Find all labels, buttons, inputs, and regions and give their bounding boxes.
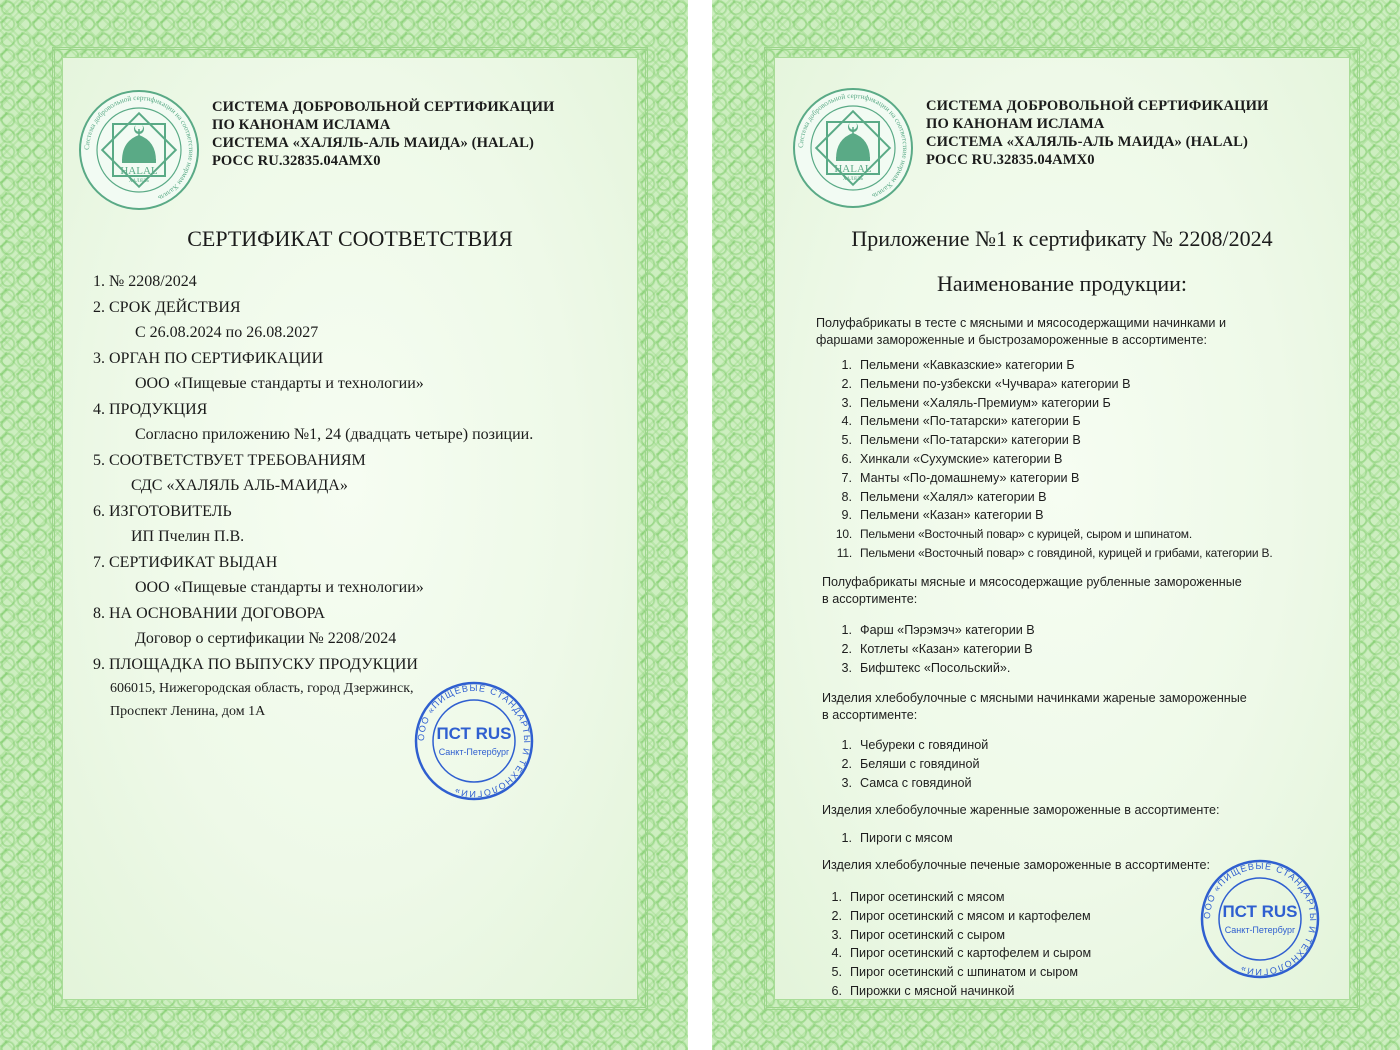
field-issued-label: 7. СЕРТИФИКАТ ВЫДАН — [93, 553, 278, 571]
svg-text:Санкт-Петербург: Санкт-Петербург — [438, 747, 510, 757]
svg-text:Санкт-Петербург: Санкт-Петербург — [1224, 925, 1296, 935]
header-line: РОСС RU.32835.04AMX0 — [926, 152, 1095, 168]
group-items — [828, 736, 988, 792]
field-requirements-value: СДС «ХАЛЯЛЬ АЛЬ-МАИДА» — [131, 477, 348, 494]
list-item: 1. Пельмени «Кавказские» категории Б — [841, 358, 1075, 372]
field-contract-label: 8. НА ОСНОВАНИИ ДОГОВОРА — [93, 604, 326, 622]
list-item: 4. Пирог осетинский с картофелем и сыром — [831, 946, 1092, 961]
halal-logo-icon — [78, 89, 200, 211]
group-items — [828, 356, 1272, 563]
list-item: 5. Пирог осетинский с шпинатом и сыром — [831, 965, 1078, 980]
list-item: 7. Манты «По-домашнему» категории В — [841, 470, 1080, 485]
list-item: 6. Хинкали «Сухумские» категории В — [841, 451, 1063, 466]
list-item: 1. Фарш «Пэрэмэч» категории В — [841, 623, 1035, 637]
field-manufacturer-value: ИП Пчелин П.В. — [131, 528, 245, 545]
products-heading: Наименование продукции: — [936, 271, 1187, 296]
field-site-address-line: 606015, Нижегородская область, город Дзержинск, — [110, 681, 414, 696]
intro-line: фаршами замороженные и быстрозамороженные в ассортименте: — [816, 333, 1208, 347]
header-line: СИСТЕМА «ХАЛЯЛЬ-АЛЬ МАИДА» (HALAL) — [926, 134, 1248, 150]
intro-line: Полуфабрикаты мясные и мясосодержащие рубленные замороженные — [822, 575, 1242, 589]
list-item: 3. Самса с говядиной — [841, 775, 972, 790]
group-intro — [816, 315, 1226, 349]
list-item: 2. Котлеты «Казан» категории В — [841, 641, 1033, 656]
list-item: 2. Пельмени по-узбекски «Чучвара» категории В — [841, 376, 1131, 391]
field-site-label: 9. ПЛОЩАДКА ПО ВЫПУСКУ ПРОДУКЦИИ — [93, 655, 418, 673]
intro-line: Изделия хлебобулочные печеные замороженные в ассортименте: — [822, 858, 1211, 872]
header-line: СИСТЕМА ДОБРОВОЛЬНОЙ СЕРТИФИКАЦИИ — [212, 99, 555, 115]
header-line: ПО КАНОНАМ ИСЛАМА — [212, 117, 391, 133]
svg-text:ПСТ RUS: ПСТ RUS — [436, 724, 512, 743]
svg-text:Система добровольной сертифика: Система добровольной сертификации на соответствие нормам Халяль — [82, 93, 196, 202]
field-contract-value: Договор о сертификации № 2208/2024 — [135, 630, 397, 647]
header-line: ПО КАНОНАМ ИСЛАМА — [926, 116, 1105, 132]
list-item: 2. Беляши с говядиной — [841, 756, 980, 771]
svg-text:HALAL: HALAL — [834, 163, 872, 175]
stamp-icon — [413, 680, 535, 802]
field-site-address-line: Проспект Ленина, дом 1А — [110, 704, 266, 719]
intro-line: Полуфабрикаты в тесте с мясными и мясосодержащими начинками и — [816, 316, 1226, 330]
intro-line: в ассортименте: — [822, 592, 918, 606]
stamp-icon — [1199, 858, 1321, 980]
group-intro — [822, 574, 1242, 608]
group-items — [828, 829, 953, 848]
list-item: 6. Пирожки с мясной начинкой — [831, 983, 1015, 998]
intro-line: Изделия хлебобулочные жаренные замороженные в ассортименте: — [822, 803, 1220, 817]
list-item: 2. Пирог осетинский с мясом и картофелем — [831, 908, 1091, 923]
field-requirements-label: 5. СООТВЕТСТВУЕТ ТРЕБОВАНИЯМ — [93, 451, 366, 469]
field-product-value: Согласно приложению №1, 24 (двадцать четыре) позиции. — [135, 426, 534, 443]
svg-text:ХАЛЯЛЬ: ХАЛЯЛЬ — [128, 179, 150, 184]
field-validity-value: С 26.08.2024 по 26.08.2027 — [135, 324, 319, 341]
field-body-value: ООО «Пищевые стандарты и технологии» — [135, 375, 424, 392]
system-header — [926, 97, 1268, 169]
svg-text:ООО «ПИЩЕВЫЕ СТАНДАРТЫ И ТЕХНО: ООО «ПИЩЕВЫЕ СТАНДАРТЫ И ТЕХНОЛОГИИ» — [415, 682, 533, 800]
appendix-title: Приложение №1 к сертификату № 2208/2024 — [851, 226, 1273, 251]
header-line: СИСТЕМА ДОБРОВОЛЬНОЙ СЕРТИФИКАЦИИ — [926, 98, 1269, 114]
list-item: 3. Пирог осетинский с сыром — [831, 927, 1006, 942]
list-item: 1. Пироги с мясом — [841, 831, 953, 845]
system-header — [212, 98, 554, 170]
header-line: СИСТЕМА «ХАЛЯЛЬ-АЛЬ МАИДА» (HALAL) — [212, 135, 534, 151]
certificate-page — [0, 0, 688, 1050]
svg-text:HALAL: HALAL — [120, 165, 158, 177]
halal-logo-icon — [792, 87, 914, 209]
svg-text:ООО «ПИЩЕВЫЕ СТАНДАРТЫ И ТЕХНО: ООО «ПИЩЕВЫЕ СТАНДАРТЫ И ТЕХНОЛОГИИ» — [1201, 860, 1319, 978]
svg-text:Система добровольной сертифика: Система добровольной сертификации на соответствие нормам Халяль — [796, 91, 910, 200]
intro-line: Изделия хлебобулочные с мясными начинками жареные замороженные — [822, 691, 1247, 705]
group-intro — [822, 690, 1247, 724]
field-validity-label: 2. СРОК ДЕЙСТВИЯ — [93, 298, 241, 316]
list-item: 10. Пельмени «Восточный повар» с курицей, сыром и шпинатом. — [835, 527, 1192, 542]
list-item: 8. Пельмени «Халял» категории В — [841, 489, 1047, 504]
list-item: 1. Чебуреки с говядиной — [841, 738, 989, 752]
list-item: 9. Пельмени «Казан» категории В — [841, 508, 1044, 523]
field-number: 1. № 2208/2024 — [93, 273, 197, 290]
group-intro — [822, 857, 1210, 874]
field-issued-value: ООО «Пищевые стандарты и технологии» — [135, 579, 424, 596]
field-manufacturer-label: 6. ИЗГОТОВИТЕЛЬ — [93, 502, 232, 520]
svg-text:ПСТ RUS: ПСТ RUS — [1222, 902, 1298, 921]
list-item: 3. Бифштекс «Посольский». — [841, 660, 1011, 675]
certificate-fields — [93, 269, 533, 723]
list-item: 3. Пельмени «Халяль-Премиум» категории Б — [841, 395, 1111, 410]
list-item: 1. Пирог осетинский с мясом — [831, 890, 1005, 904]
appendix-page — [712, 0, 1400, 1050]
group-intro — [822, 802, 1219, 819]
intro-line: в ассортименте: — [822, 708, 918, 722]
list-item: 4. Пельмени «По-татарски» категории Б — [841, 414, 1081, 429]
field-body-label: 3. ОРГАН ПО СЕРТИФИКАЦИИ — [93, 349, 324, 367]
list-item: 11. Пельмени «Восточный повар» с говядиной, курицей и грибами, категории В. — [836, 545, 1273, 560]
group-items — [818, 888, 1091, 1001]
certificate-title: СЕРТИФИКАТ СООТВЕТСТВИЯ — [187, 226, 513, 251]
header-line: РОСС RU.32835.04AMX0 — [212, 153, 381, 169]
list-item: 5. Пельмени «По-татарски» категории В — [841, 433, 1081, 448]
group-items — [828, 621, 1035, 677]
svg-text:ХАЛЯЛЬ: ХАЛЯЛЬ — [842, 177, 864, 182]
field-product-label: 4. ПРОДУКЦИЯ — [93, 400, 208, 418]
